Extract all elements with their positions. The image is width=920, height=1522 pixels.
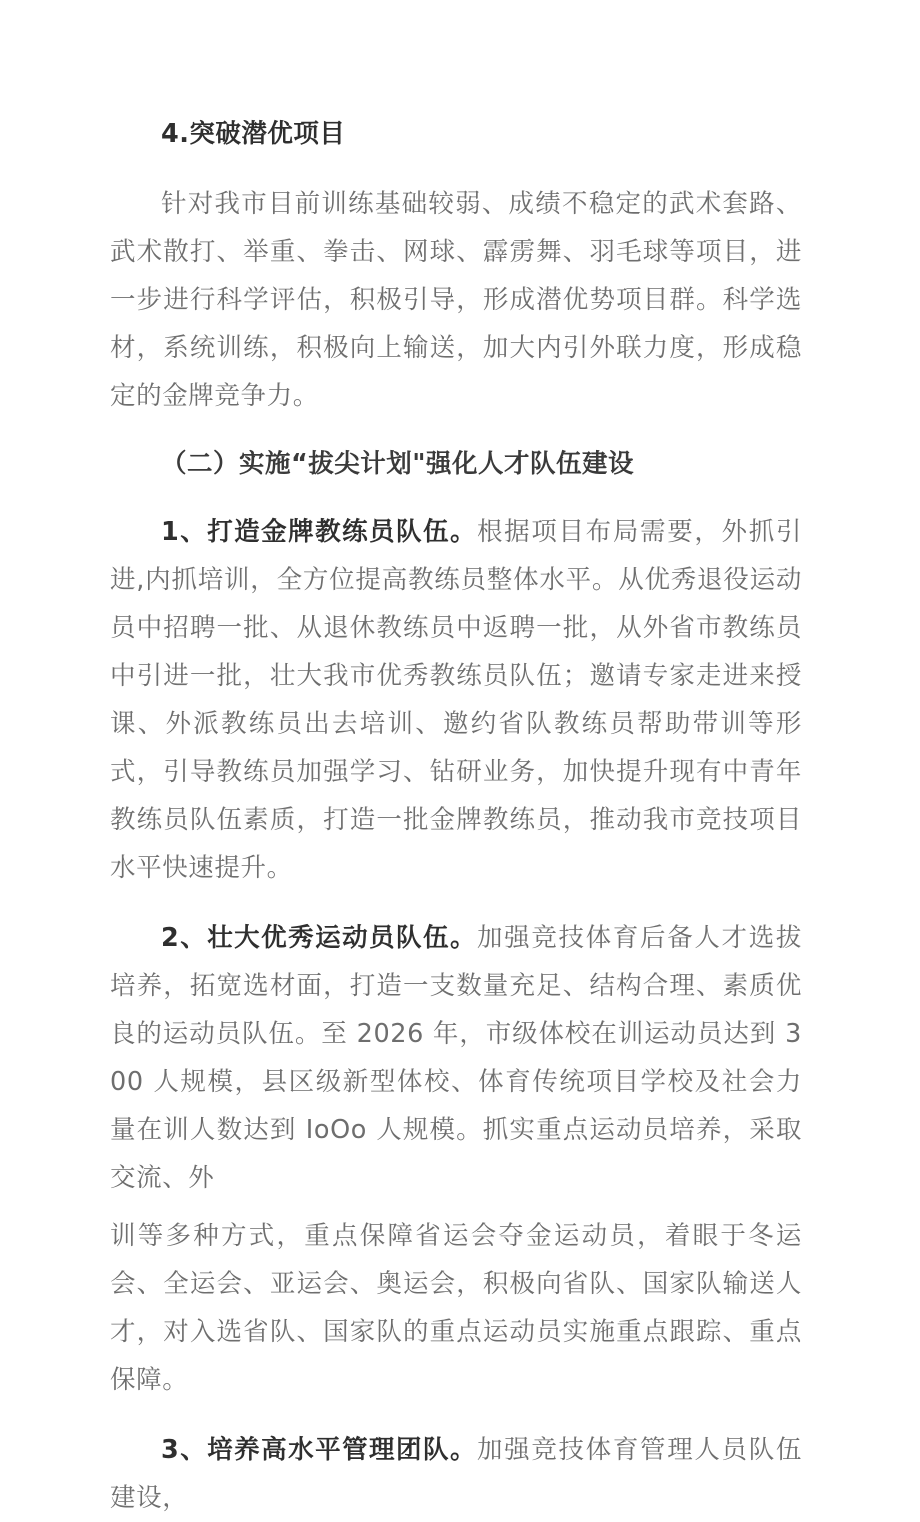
top-margin-spacer <box>110 0 802 110</box>
heading-section-two-talent-team: （二）实施“拔尖计划"强化人才队伍建设 <box>161 449 635 479</box>
body-item-3: 加强竞技体育管理人员队伍建设， <box>110 1435 803 1513</box>
spacer-before-section-heading <box>110 420 802 440</box>
paragraph-item-3-management-team <box>110 1426 802 1522</box>
lead-in-item-3: 3、培养高水平管理团队。 <box>161 1435 477 1465</box>
body-item-2: 加强竞技体育后备人才选拔培养，拓宽选材面，打造一支数量充足、结构合理、素质优良的运动员队伍。至 2026 年，市级体校在训运动员达到 300 人规模，县区级新型体校、体育传统项目学校及社会力量在训人数达到 IoOo 人规模。抓实重点运动员培养，采取交流、外 <box>110 923 803 1193</box>
paragraph-item-2-continuation: 训等多种方式，重点保障省运会夺金运动员，着眼于冬运会、全运会、亚运会、奥运会，积极向省队、国家队输送人才，对入选省队、国家队的重点运动员实施重点跟踪、重点保障。 <box>110 1221 802 1395</box>
document-body <box>110 0 802 1522</box>
body-item-1: 根据项目布局需要，外抓引进,内抓培训，全方位提高教练员整体水平。从优秀退役运动员中招聘一批、从退休教练员中返聘一批，从外省市教练员中引进一批，壮大我市优秀教练员队伍；邀请专家走进来授课、外派教练员出去培训、邀约省队教练员帮助带训等形式，引导教练员加强学习、钻研业务，加快提升现有中青年教练员队伍素质，打造一批金牌教练员，推动我市竞技项目水平快速提升。 <box>110 517 803 883</box>
paragraph-potential-advantage-projects: 针对我市目前训练基础较弱、成绩不稳定的武术套路、武术散打、举重、拳击、网球、霹雳舞、羽毛球等项目，进一步进行科学评估，积极引导，形成潜优势项目群。科学选材，系统训练，积极向上输送，加大内引外联力度，形成稳定的金牌竞争力。 <box>110 189 802 411</box>
lead-in-item-1: 1、打造金牌教练员队伍。 <box>161 517 477 547</box>
paragraph-item-2-athletes <box>110 914 802 1202</box>
spacer-after-section-heading <box>110 488 802 508</box>
spacer-after-heading-4 <box>110 158 802 180</box>
heading-breakthrough-projects: 4.突破潜优项目 <box>161 119 346 149</box>
spacer-after-continuation <box>110 1404 802 1426</box>
lead-in-item-2: 2、壮大优秀运动员队伍。 <box>161 923 477 953</box>
paragraph-item-1-coaches <box>110 508 802 892</box>
spacer-after-item-2 <box>110 1202 802 1212</box>
spacer-after-item-1 <box>110 892 802 914</box>
